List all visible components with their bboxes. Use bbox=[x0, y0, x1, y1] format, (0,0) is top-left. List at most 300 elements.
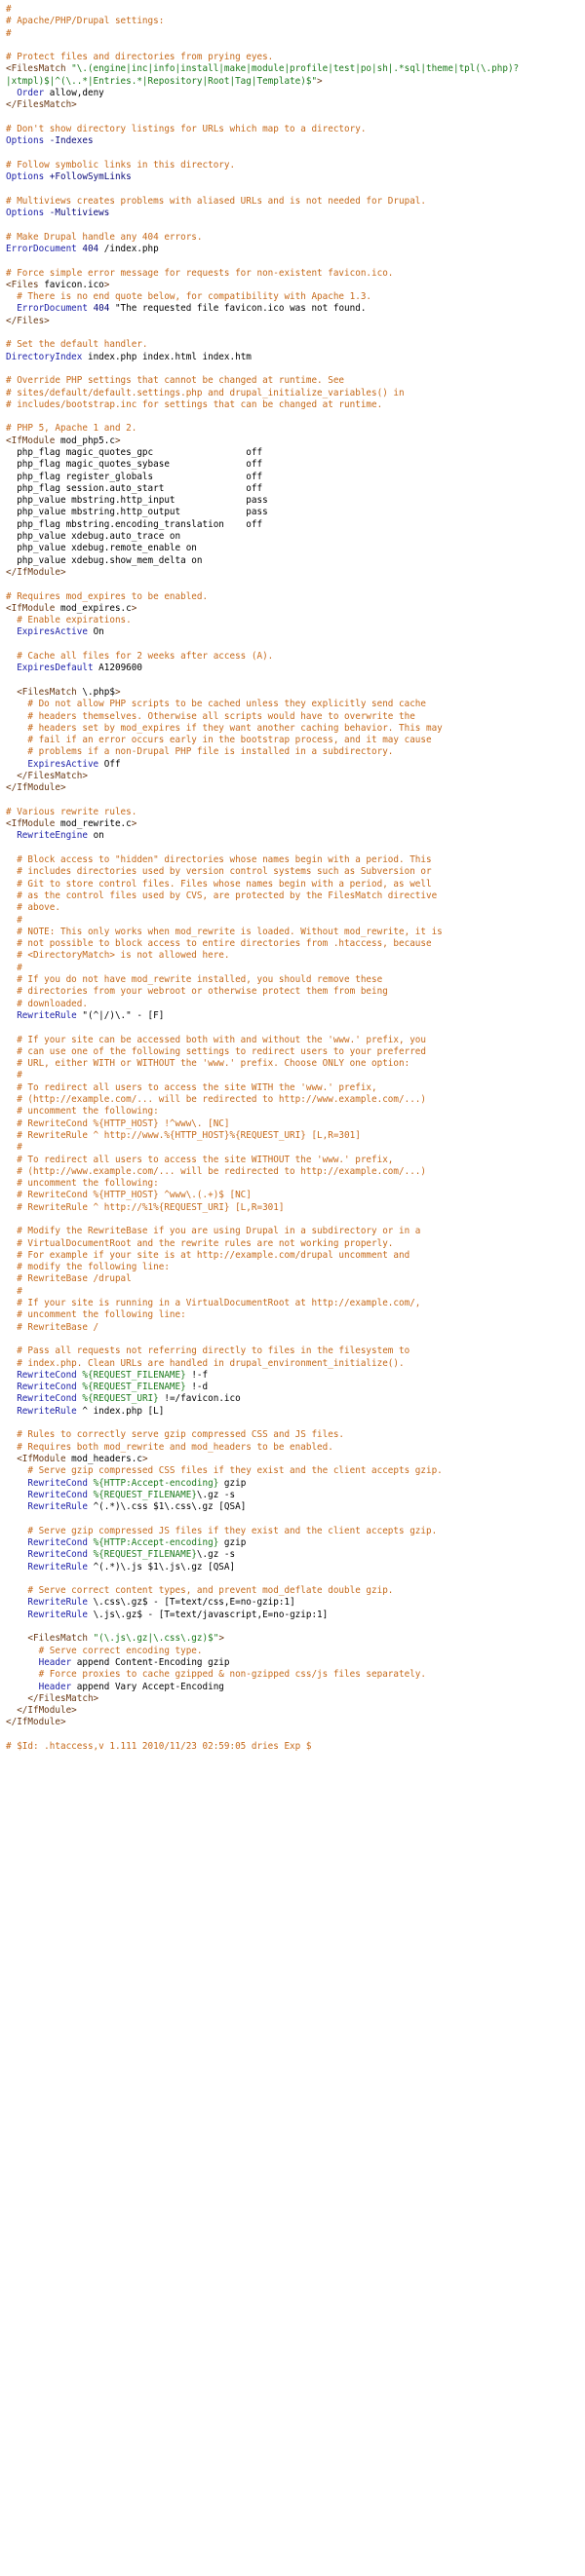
code-comment: # Serve gzip compressed JS files if they exist and the client accepts gzip. bbox=[6, 1525, 438, 1536]
code-string: "(\.js\.gz|\.css\.gz)$" bbox=[93, 1633, 219, 1645]
code-comment: # Make Drupal handle any 404 errors. bbox=[6, 231, 203, 243]
code-line bbox=[6, 1621, 585, 1633]
code-line bbox=[6, 88, 585, 99]
code-text: \.gz -s bbox=[196, 1549, 236, 1561]
code-line bbox=[6, 303, 585, 315]
code-comment: # fail if an error occurs early in the bootstrap process, and it may cause bbox=[6, 735, 432, 746]
code-line bbox=[6, 196, 585, 208]
code-tag: <FilesMatch bbox=[6, 63, 72, 75]
code-comment: # headers themselves. Otherwise all scripts would have to overwrite the bbox=[6, 710, 415, 722]
code-line bbox=[6, 1010, 585, 1022]
code-line bbox=[6, 639, 585, 651]
code-text: mod_expires.c bbox=[55, 602, 132, 614]
code-comment: # Protect files and directories from prying eyes. bbox=[6, 52, 274, 63]
code-line bbox=[6, 735, 585, 746]
code-comment: # $Id: .htaccess,v 1.111 2010/11/23 02:59:05 dries Exp $ bbox=[6, 1741, 312, 1753]
code-line bbox=[6, 1118, 585, 1130]
code-comment: # bbox=[6, 4, 12, 15]
code-line bbox=[6, 375, 585, 387]
code-text: \.js\.gz$ - [T=text/javascript,E=no-gzip:1] bbox=[87, 1609, 329, 1620]
code-tag: <FilesMatch bbox=[6, 686, 83, 698]
code-line bbox=[6, 723, 585, 735]
code-text bbox=[6, 303, 17, 314]
code-line bbox=[6, 986, 585, 998]
code-line bbox=[6, 1334, 585, 1345]
code-text: ^(.*)\.js $1\.js\.gz [QSA] bbox=[87, 1561, 236, 1572]
code-line bbox=[6, 1046, 585, 1058]
code-text: "(^|/)\." - [F] bbox=[76, 1009, 165, 1021]
code-line bbox=[6, 1562, 585, 1573]
code-comment: # Serve correct encoding type. bbox=[6, 1645, 203, 1656]
code-text bbox=[6, 1682, 39, 1692]
code-tag: > bbox=[317, 75, 323, 87]
code-comment: # Don't show directory listings for URLs which map to a directory. bbox=[6, 123, 367, 134]
code-text: mod_php5.c bbox=[55, 435, 115, 446]
code-comment: # Apache/PHP/Drupal settings: bbox=[6, 16, 165, 27]
code-text: allow,deny bbox=[44, 88, 104, 99]
code-tag: > bbox=[103, 279, 110, 290]
code-comment: # (http://www.example.com/... will be redirected to http://example.com/...) bbox=[6, 1165, 426, 1177]
code-comment: # downloaded. bbox=[6, 998, 88, 1009]
code-tag: <IfModule bbox=[6, 1453, 66, 1464]
code-comment: # To redirect all users to access the site WITHOUT the 'www.' prefix, bbox=[6, 1154, 394, 1165]
code-tag: </IfModule> bbox=[6, 1705, 77, 1717]
code-line bbox=[6, 1442, 585, 1454]
code-line bbox=[6, 902, 585, 914]
code-text: mod_rewrite.c bbox=[55, 818, 132, 830]
code-line bbox=[6, 316, 585, 327]
code-line bbox=[6, 1406, 585, 1418]
code-line bbox=[6, 1142, 585, 1154]
code-comment: # RewriteRule ^ http://www.%{HTTP_HOST}%{REQUEST_URI} [L,R=301] bbox=[6, 1129, 361, 1141]
code-option: 404 bbox=[76, 243, 99, 254]
code-line bbox=[6, 135, 585, 147]
code-comment: # RewriteCond %{HTTP_HOST} ^www\.(.+)$ [NC] bbox=[6, 1190, 252, 1201]
code-comment: # Requires mod_expires to be enabled. bbox=[6, 590, 209, 602]
code-comment: # uncomment the following line: bbox=[6, 1309, 186, 1321]
code-text bbox=[6, 1610, 27, 1620]
code-line bbox=[6, 1705, 585, 1717]
code-tag: </FilesMatch> bbox=[6, 771, 88, 781]
code-tag: > bbox=[218, 1633, 224, 1645]
code-directive: Order bbox=[17, 88, 45, 99]
code-directive: RewriteRule bbox=[27, 1501, 88, 1513]
code-line bbox=[6, 615, 585, 626]
code-line bbox=[6, 1309, 585, 1321]
code-comment: # Block access to "hidden" directories whose names begin with a period. This bbox=[6, 854, 432, 866]
code-line bbox=[6, 759, 585, 771]
code-line bbox=[6, 1633, 585, 1645]
code-text: append Vary Accept-Encoding bbox=[71, 1681, 224, 1692]
code-tag: <IfModule bbox=[6, 602, 56, 614]
code-line bbox=[6, 1035, 585, 1046]
code-directive: RewriteRule bbox=[27, 1609, 88, 1620]
code-comment: # can use one of the following settings to redirect users to your preferred bbox=[6, 1045, 426, 1057]
code-text bbox=[6, 759, 27, 770]
code-text: php_flag session.auto_start off bbox=[6, 482, 263, 494]
code-line bbox=[6, 1370, 585, 1382]
code-text: /index.php bbox=[98, 243, 159, 254]
code-line bbox=[6, 1286, 585, 1298]
code-line bbox=[6, 927, 585, 938]
code-text: php_value xdebug.remote_enable on bbox=[6, 543, 197, 554]
code-comment: # Multiviews creates problems with aliased URLs and is not needed for Drupal. bbox=[6, 195, 426, 207]
code-line bbox=[6, 687, 585, 699]
code-line bbox=[6, 1573, 585, 1585]
code-comment: # Modify the RewriteBase if you are using Drupal in a subdirectory or in a bbox=[6, 1226, 421, 1237]
code-directive: RewriteCond bbox=[27, 1489, 88, 1500]
code-text: "The requested file favicon.ico was not found. bbox=[109, 303, 367, 315]
code-option: 404 bbox=[87, 303, 110, 315]
code-directive: ExpiresActive bbox=[17, 626, 88, 638]
code-line bbox=[6, 1741, 585, 1753]
code-line bbox=[6, 28, 585, 40]
code-line bbox=[6, 388, 585, 399]
code-text bbox=[6, 1657, 39, 1668]
code-line bbox=[6, 555, 585, 567]
code-line bbox=[6, 543, 585, 554]
code-directive: Options bbox=[6, 171, 45, 183]
code-line bbox=[6, 1418, 585, 1429]
code-string: %{HTTP:Accept-encoding} bbox=[87, 1477, 219, 1489]
code-comment: # modify the following line: bbox=[6, 1262, 170, 1273]
code-comment: # <DirectoryMatch> is not allowed here. bbox=[6, 950, 230, 962]
code-line bbox=[6, 291, 585, 303]
code-line bbox=[6, 1717, 585, 1728]
code-text: php_flag register_globals off bbox=[6, 471, 263, 482]
code-line bbox=[6, 171, 585, 183]
code-line bbox=[6, 1597, 585, 1609]
code-text bbox=[6, 1501, 27, 1512]
code-line bbox=[6, 1070, 585, 1081]
code-text bbox=[6, 88, 17, 98]
code-comment: # bbox=[6, 1285, 22, 1297]
code-text bbox=[6, 1597, 27, 1608]
code-comment: # Force simple error message for requests for non-existent favicon.ico. bbox=[6, 267, 394, 279]
code-line bbox=[6, 1454, 585, 1465]
code-line bbox=[6, 255, 585, 267]
code-comment: # uncomment the following: bbox=[6, 1178, 159, 1190]
code-line bbox=[6, 1513, 585, 1525]
code-text: php_value xdebug.show_mem_delta on bbox=[6, 554, 203, 566]
code-line bbox=[6, 1537, 585, 1549]
code-directive: RewriteCond bbox=[17, 1393, 77, 1405]
code-comment: # problems if a non-Drupal PHP file is installed in a subdirectory. bbox=[6, 746, 394, 758]
code-line bbox=[6, 1646, 585, 1657]
code-comment: # sites/default/default.settings.php and drupal_initialize_variables() in bbox=[6, 387, 405, 398]
code-line bbox=[6, 1166, 585, 1178]
code-line bbox=[6, 1526, 585, 1537]
code-text bbox=[6, 626, 17, 637]
code-line bbox=[6, 1094, 585, 1106]
code-line bbox=[6, 472, 585, 483]
code-line bbox=[6, 782, 585, 794]
code-comment: # bbox=[6, 962, 22, 973]
code-line bbox=[6, 807, 585, 818]
code-text bbox=[6, 663, 17, 673]
code-line bbox=[6, 591, 585, 603]
code-line bbox=[6, 1393, 585, 1405]
code-tag: > bbox=[131, 818, 137, 830]
code-line bbox=[6, 1382, 585, 1393]
code-comment: # There is no end quote below, for compatibility with Apache 1.3. bbox=[6, 291, 372, 303]
code-comment: # Various rewrite rules. bbox=[6, 806, 137, 817]
code-text: \.gz -s bbox=[196, 1489, 236, 1500]
code-line bbox=[6, 1022, 585, 1034]
code-comment: # VirtualDocumentRoot and the rewrite rules are not working properly. bbox=[6, 1237, 394, 1249]
code-line bbox=[6, 1058, 585, 1070]
code-comment: # Pass all requests not referring directly to files in the filesystem to bbox=[6, 1345, 410, 1357]
code-tag: > bbox=[114, 686, 121, 698]
code-text: index.php index.html index.htm bbox=[82, 351, 252, 362]
code-tag: </IfModule> bbox=[6, 1717, 66, 1728]
code-line bbox=[6, 1490, 585, 1501]
code-text: php_flag magic_quotes_sybase off bbox=[6, 459, 263, 471]
code-line bbox=[6, 1345, 585, 1357]
code-text bbox=[6, 1406, 17, 1417]
code-line bbox=[6, 4, 585, 16]
code-text: php_value mbstring.http_output pass bbox=[6, 507, 268, 518]
code-line bbox=[6, 1610, 585, 1621]
code-text: append Content-Encoding gzip bbox=[71, 1656, 230, 1668]
code-text bbox=[6, 1562, 27, 1572]
code-line bbox=[6, 160, 585, 171]
code-option: -Indexes bbox=[44, 135, 94, 147]
code-comment: # Cache all files for 2 weeks after access (A). bbox=[6, 651, 274, 663]
code-text bbox=[6, 1393, 17, 1404]
code-text bbox=[6, 1010, 17, 1021]
code-tag: > bbox=[131, 602, 137, 614]
code-comment: # includes/bootstrap.inc for settings that can be changed at runtime. bbox=[6, 398, 383, 410]
code-line bbox=[6, 352, 585, 363]
code-line bbox=[6, 399, 585, 411]
code-line bbox=[6, 495, 585, 507]
code-line bbox=[6, 1682, 585, 1693]
code-line bbox=[6, 818, 585, 830]
code-string: %{REQUEST_FILENAME} bbox=[76, 1369, 186, 1381]
code-tag: </FilesMatch> bbox=[6, 1692, 99, 1704]
code-comment: # RewriteBase / bbox=[6, 1321, 99, 1333]
code-line bbox=[6, 1501, 585, 1513]
code-comment: # Rules to correctly serve gzip compressed CSS and JS files. bbox=[6, 1429, 345, 1441]
code-line bbox=[6, 1322, 585, 1334]
code-tag: </Files> bbox=[6, 315, 50, 326]
code-line bbox=[6, 1549, 585, 1561]
code-text bbox=[6, 1537, 27, 1548]
code-line bbox=[6, 938, 585, 950]
code-text: !-d bbox=[185, 1382, 209, 1393]
code-comment: # Serve gzip compressed CSS files if they exist and the client accepts gzip. bbox=[6, 1465, 443, 1477]
code-comment: # (http://example.com/... will be redirected to http://www.example.com/...) bbox=[6, 1094, 426, 1106]
code-line bbox=[6, 148, 585, 160]
code-comment: # Force proxies to cache gzipped & non-gzipped css/js files separately. bbox=[6, 1669, 426, 1681]
code-line bbox=[6, 1130, 585, 1142]
code-directive: ExpiresActive bbox=[27, 758, 99, 770]
code-text: on bbox=[87, 830, 104, 842]
code-line bbox=[6, 1465, 585, 1477]
code-line bbox=[6, 16, 585, 27]
code-directive: Options bbox=[6, 208, 45, 219]
code-directive: ErrorDocument bbox=[6, 243, 77, 254]
code-line bbox=[6, 1298, 585, 1309]
code-line bbox=[6, 507, 585, 518]
code-line bbox=[6, 363, 585, 375]
code-line bbox=[6, 63, 585, 75]
code-line bbox=[6, 327, 585, 339]
code-line bbox=[6, 795, 585, 807]
code-string: |xtmpl)$|^(\..*|Entries.*|Repository|Root|Tag|Template)$" bbox=[6, 75, 318, 87]
code-text: ^ index.php [L] bbox=[76, 1405, 165, 1417]
code-comment: # includes directories used by version control systems such as Subversion or bbox=[6, 866, 432, 878]
code-comment: # Git to store control files. Files whose names begin with a period, as well bbox=[6, 878, 432, 890]
code-directive: RewriteRule bbox=[27, 1561, 88, 1572]
code-line bbox=[6, 746, 585, 758]
code-comment: # Do not allow PHP scripts to be cached unless they explicitly send cache bbox=[6, 699, 426, 710]
code-line bbox=[6, 1082, 585, 1094]
code-comment: # as the control files used by CVS, are protected by the FilesMatch directive bbox=[6, 890, 438, 901]
code-string: %{REQUEST_FILENAME} bbox=[87, 1489, 197, 1500]
code-line bbox=[6, 1106, 585, 1118]
code-tag: <FilesMatch bbox=[6, 1633, 94, 1645]
code-line bbox=[6, 423, 585, 435]
code-text: \.css\.gz$ - [T=text/css,E=no-gzip:1] bbox=[87, 1597, 295, 1609]
code-line bbox=[6, 711, 585, 723]
code-text bbox=[6, 830, 17, 841]
code-line bbox=[6, 663, 585, 674]
code-comment: # directories from your webroot or otherwise protect them from being bbox=[6, 986, 388, 998]
code-line bbox=[6, 1178, 585, 1190]
code-string: %{REQUEST_FILENAME} bbox=[87, 1549, 197, 1561]
code-comment: # Serve correct content types, and prevent mod_deflate double gzip. bbox=[6, 1585, 394, 1597]
code-line bbox=[6, 1729, 585, 1741]
code-line bbox=[6, 567, 585, 579]
code-directive: ErrorDocument bbox=[17, 303, 88, 315]
code-comment: # URL, either WITH or WITHOUT the 'www.' prefix. Choose ONLY one option: bbox=[6, 1058, 410, 1070]
code-line bbox=[6, 974, 585, 986]
code-line bbox=[6, 411, 585, 423]
code-text: \.php$ bbox=[82, 686, 115, 698]
code-string: %{REQUEST_URI} bbox=[76, 1393, 159, 1405]
code-line bbox=[6, 854, 585, 866]
code-directive: Header bbox=[38, 1656, 72, 1668]
code-tag: <IfModule bbox=[6, 818, 56, 830]
code-line bbox=[6, 1478, 585, 1490]
code-directive: Header bbox=[38, 1681, 72, 1692]
code-comment: # RewriteCond %{HTTP_HOST} !^www\. [NC] bbox=[6, 1118, 230, 1129]
code-line bbox=[6, 436, 585, 447]
code-tag: <Files bbox=[6, 279, 39, 290]
code-text: php_flag mbstring.encoding_translation off bbox=[6, 518, 263, 530]
code-comment: # RewriteRule ^ http://%1%{REQUEST_URI} [L,R=301] bbox=[6, 1201, 285, 1213]
code-directive: RewriteRule bbox=[27, 1597, 88, 1609]
code-line bbox=[6, 963, 585, 974]
code-line bbox=[6, 1226, 585, 1237]
code-line bbox=[6, 579, 585, 590]
code-text: Off bbox=[98, 758, 121, 770]
code-line bbox=[6, 1693, 585, 1705]
code-string: %{REQUEST_FILENAME} bbox=[76, 1382, 186, 1393]
code-comment: # For example if your site is at http://example.com/drupal uncomment and bbox=[6, 1249, 410, 1261]
code-line bbox=[6, 1429, 585, 1441]
code-text: ^(.*)\.css $1\.css\.gz [QSA] bbox=[87, 1501, 247, 1513]
code-line bbox=[6, 626, 585, 638]
code-directive: ExpiresDefault bbox=[17, 663, 94, 674]
code-string: %{HTTP:Accept-encoding} bbox=[87, 1537, 219, 1548]
code-comment: # bbox=[6, 27, 12, 39]
code-text: mod_headers.c bbox=[65, 1453, 142, 1464]
code-text: gzip bbox=[218, 1537, 247, 1548]
code-line bbox=[6, 244, 585, 255]
code-directive: RewriteCond bbox=[27, 1537, 88, 1548]
code-comment: # bbox=[6, 1070, 22, 1081]
code-text bbox=[6, 1478, 27, 1489]
code-line bbox=[6, 268, 585, 280]
code-tag: </IfModule> bbox=[6, 566, 66, 578]
code-tag: > bbox=[141, 1453, 148, 1464]
code-line bbox=[6, 519, 585, 531]
code-line bbox=[6, 219, 585, 231]
code-directive: RewriteCond bbox=[17, 1369, 77, 1381]
code-comment: # NOTE: This only works when mod_rewrite is loaded. Without mod_rewrite, it is bbox=[6, 926, 443, 937]
code-line bbox=[6, 890, 585, 902]
code-tag: </FilesMatch> bbox=[6, 99, 77, 111]
code-comment: # Enable expirations. bbox=[6, 615, 132, 626]
code-text: A1209600 bbox=[93, 663, 142, 674]
code-line bbox=[6, 99, 585, 111]
code-comment: # If your site is running in a VirtualDocumentRoot at http://example.com/, bbox=[6, 1298, 421, 1309]
code-line bbox=[6, 879, 585, 890]
code-text: !-f bbox=[185, 1369, 209, 1381]
code-directive: RewriteCond bbox=[17, 1382, 77, 1393]
code-directive: RewriteCond bbox=[27, 1549, 88, 1561]
code-line bbox=[6, 459, 585, 471]
code-line bbox=[6, 52, 585, 63]
code-tag: <IfModule bbox=[6, 435, 56, 446]
code-comment: # To redirect all users to access the site WITH the 'www.' prefix, bbox=[6, 1081, 377, 1093]
code-text: favicon.ico bbox=[38, 279, 104, 290]
code-line bbox=[6, 531, 585, 543]
code-directive: RewriteCond bbox=[27, 1477, 88, 1489]
code-line bbox=[6, 843, 585, 854]
code-text: php_value xdebug.auto_trace on bbox=[6, 531, 181, 543]
code-line bbox=[6, 771, 585, 782]
code-line bbox=[6, 112, 585, 124]
code-line bbox=[6, 603, 585, 615]
code-line bbox=[6, 1238, 585, 1250]
code-comment: # bbox=[6, 914, 22, 926]
code-line bbox=[6, 483, 585, 495]
code-text: gzip bbox=[218, 1477, 247, 1489]
code-line bbox=[6, 76, 585, 88]
code-line bbox=[6, 339, 585, 351]
code-directive: RewriteRule bbox=[17, 1009, 77, 1021]
code-comment: # headers set by mod_expires if they want another caching behavior. This may bbox=[6, 722, 443, 734]
code-line bbox=[6, 40, 585, 52]
code-line bbox=[6, 1250, 585, 1262]
code-comment: # above. bbox=[6, 902, 60, 914]
code-directive: RewriteEngine bbox=[17, 830, 88, 842]
code-text bbox=[6, 1382, 17, 1392]
code-line bbox=[6, 280, 585, 291]
code-directive: Options bbox=[6, 135, 45, 147]
code-line bbox=[6, 1657, 585, 1669]
code-comment: # uncomment the following: bbox=[6, 1106, 159, 1118]
code-comment: # If your site can be accessed both with and without the 'www.' prefix, you bbox=[6, 1034, 426, 1045]
code-comment: # If you do not have mod_rewrite installed, you should remove these bbox=[6, 974, 383, 986]
code-comment: # PHP 5, Apache 1 and 2. bbox=[6, 423, 137, 435]
code-comment: # bbox=[6, 1142, 22, 1154]
code-directive: DirectoryIndex bbox=[6, 351, 83, 362]
